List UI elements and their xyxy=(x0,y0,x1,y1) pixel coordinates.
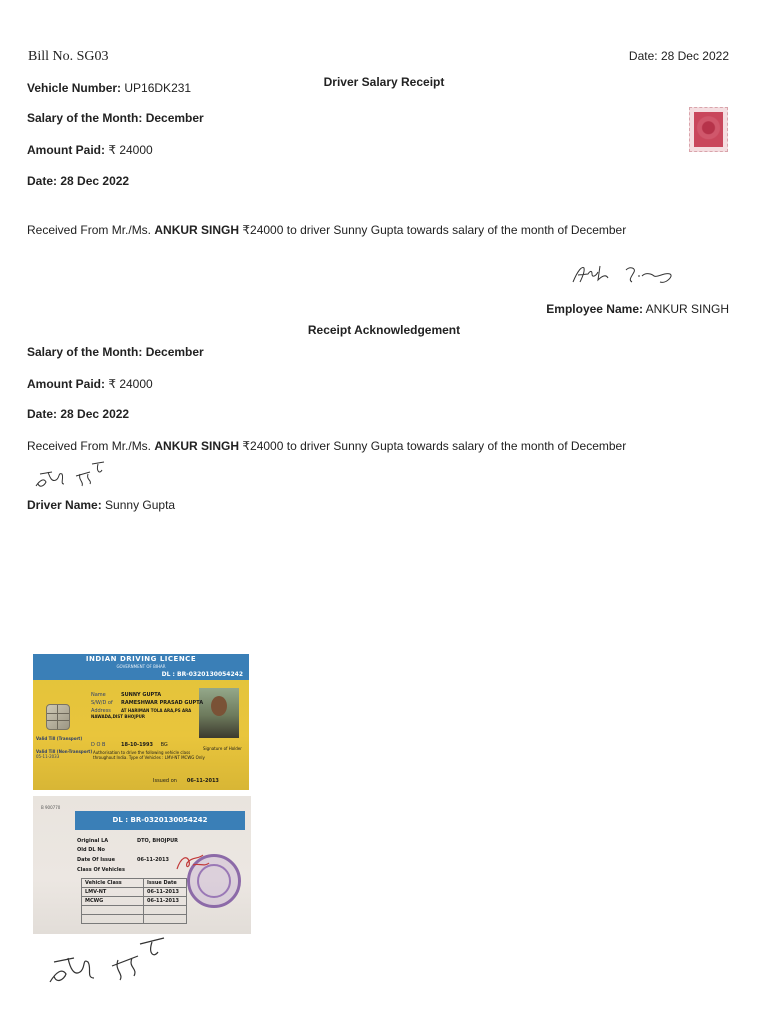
licence-serial: B 900770 xyxy=(41,805,61,810)
ack-salary-month-value: December xyxy=(145,345,204,359)
ack-date-label: Date: xyxy=(27,407,58,421)
receipt-date-row xyxy=(27,174,129,188)
ack-received-prefix: Received From Mr./Ms. xyxy=(27,439,152,453)
licence-authorisation: Authorisation to drive the following vehicle class throughout India. Type of Vehicles : LMV-NT MCWG Only xyxy=(93,750,205,760)
salary-month-value: December xyxy=(145,111,204,125)
licence-subheading: GOVERNMENT OF BIHAR xyxy=(116,664,166,669)
licence-issued-row: Issued on 06-11-2013 xyxy=(153,778,219,784)
licence-swd-row: S/W/D of RAMESHWAR PRASAD GUPTA xyxy=(91,700,204,706)
licence-class-row: Class Of Vehicles xyxy=(77,867,125,873)
amount-paid-label: Amount Paid: xyxy=(27,143,105,157)
acknowledgement-title: Receipt Acknowledgement xyxy=(307,323,461,337)
received-from-statement xyxy=(27,223,626,237)
holder-photo xyxy=(199,688,239,738)
table-row xyxy=(82,906,187,915)
ack-received-name: ANKUR SINGH xyxy=(154,439,240,453)
licence-name-row: Name SUNNY GUPTA xyxy=(91,692,162,698)
bill-number: Bill No. SG03 xyxy=(28,49,109,64)
employee-name-label: Employee Name: xyxy=(546,302,643,316)
received-suffix: ₹24000 to driver Sunny Gupta towards salary of the month of December xyxy=(242,223,627,237)
licence-valid-transport: Valid Till (Transport) xyxy=(36,736,83,741)
authority-signature xyxy=(173,851,213,875)
driver-signature-small xyxy=(34,460,110,492)
received-name: ANKUR SINGH xyxy=(154,223,240,237)
licence-dob-row: D O B 18-10-1993 BG xyxy=(91,742,168,748)
driver-name-row xyxy=(27,498,175,512)
licence-dl-number: DL : BR-0320130054242 xyxy=(161,671,243,678)
ack-amount-paid-label: Amount Paid: xyxy=(27,377,105,391)
licence-old-dl-row: Old DL No xyxy=(77,847,105,853)
ack-salary-month-label: Salary of the Month: xyxy=(27,345,143,359)
receipt-date-value: 28 Dec 2022 xyxy=(60,174,130,188)
licence-date-of-issue-row: Date Of Issue 06-11-2013 xyxy=(77,857,169,863)
ack-salary-month-row xyxy=(27,345,204,359)
licence-address-row: Address AT HARIMAN TOLA ARA,PS ARA NAWADA,DIST BHOJPUR xyxy=(91,708,192,719)
table-row: MCWG 06-11-2013 xyxy=(82,897,187,906)
ack-date-row xyxy=(27,407,129,421)
driving-licence-back xyxy=(33,796,251,934)
amount-paid-row xyxy=(27,143,153,157)
table-row xyxy=(82,915,187,924)
revenue-stamp xyxy=(689,107,728,152)
licence-header-band xyxy=(33,654,249,680)
table-row: Vehicle Class Issue Date xyxy=(82,879,187,888)
employee-name-row xyxy=(546,302,729,316)
licence-valid-nontransport-label: Valid Till (Non-Transport) xyxy=(36,749,93,754)
employee-name-value: ANKUR SINGH xyxy=(645,302,729,316)
licence-back-band xyxy=(75,811,245,830)
receipt-title: Driver Salary Receipt xyxy=(323,75,445,89)
driving-licence-front xyxy=(33,654,249,790)
vehicle-number-label: Vehicle Number: xyxy=(27,81,122,95)
licence-original-la-row: Original LA DTO, BHOJPUR xyxy=(77,838,179,844)
chip-icon xyxy=(46,704,70,730)
licence-valid-nontransport-value: 05-11-2033 xyxy=(36,754,60,759)
driver-signature-large xyxy=(46,934,168,988)
driver-name-label: Driver Name: xyxy=(27,498,102,512)
driver-name-value: Sunny Gupta xyxy=(105,498,176,512)
ack-received-from-statement xyxy=(27,439,626,453)
ack-amount-paid-value: ₹ 24000 xyxy=(108,377,153,391)
ack-amount-paid-row xyxy=(27,377,153,391)
received-prefix: Received From Mr./Ms. xyxy=(27,223,152,237)
salary-month-label: Salary of the Month: xyxy=(27,111,143,125)
receipt-date-label: Date: xyxy=(27,174,58,188)
employee-signature xyxy=(570,262,680,288)
vehicle-number-value: UP16DK231 xyxy=(124,81,192,95)
amount-paid-value: ₹ 24000 xyxy=(108,143,153,157)
ack-date-value: 28 Dec 2022 xyxy=(60,407,130,421)
licence-heading: INDIAN DRIVING LICENCE xyxy=(85,655,197,663)
vehicle-class-table xyxy=(81,878,187,924)
salary-month-row xyxy=(27,111,204,125)
licence-back-dl-number: DL : BR-0320130054242 xyxy=(112,816,208,824)
ack-received-suffix: ₹24000 to driver Sunny Gupta towards salary of the month of December xyxy=(242,439,627,453)
header-date: Date: 28 Dec 2022 xyxy=(628,49,729,63)
vehicle-number-row xyxy=(27,81,191,95)
table-row: LMV-NT 06-11-2013 xyxy=(82,888,187,897)
licence-holder-signature-label: Signature of Holder xyxy=(203,746,242,751)
